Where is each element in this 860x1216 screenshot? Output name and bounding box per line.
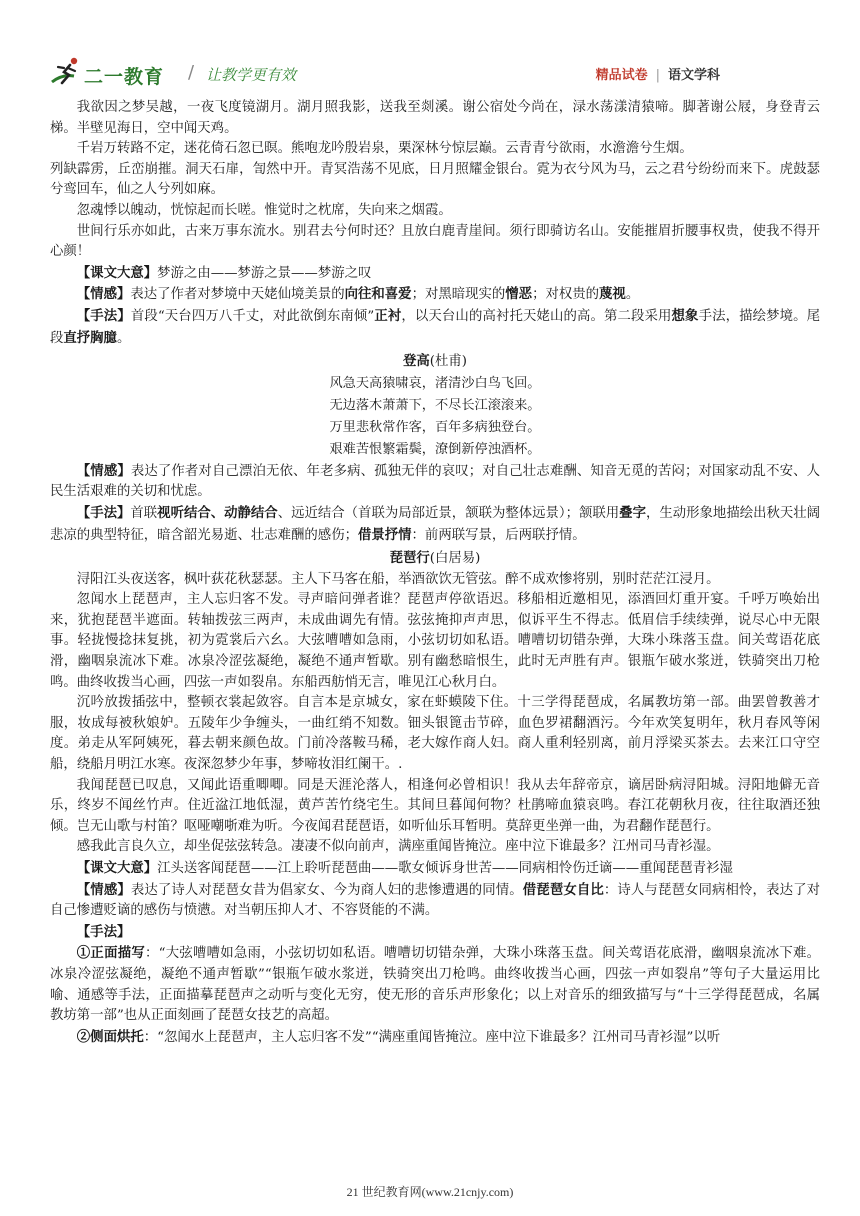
technique-item: [50, 1027, 820, 1049]
emotion-label: 【情感】: [76, 462, 131, 479]
poem-paragraph: 浔阳江头夜送客，枫叶荻花秋瑟瑟。主人下马客在船，举酒欲饮无管弦。醉不成欢惨将别，别时茫茫江浸月。: [76, 571, 720, 587]
poem-line: 万里悲秋常作客，百年多病独登台。: [329, 419, 541, 435]
poem-line: 艰难苦恨繁霜鬓，潦倒新停浊酒杯。: [329, 441, 541, 457]
text-span: 。: [116, 330, 131, 346]
poem-title-text: 登高: [402, 353, 430, 370]
bold-span: 正衬: [374, 307, 402, 324]
poem-paragraph: 我欲因之梦吴越，一夜飞度镜湖月。湖月照我影，送我至剡溪。谢公宿处今尚在，渌水荡漾清猿啼。脚著谢公屐，身登青云梯。半壁见海日，空中闻天鸡。: [50, 100, 820, 136]
bold-span: 借景抒情: [357, 526, 412, 543]
text-span: 首联: [130, 505, 158, 521]
text-span: 表达了诗人对琵琶女昔为倡家女、今为商人妇的悲惨遭遇的同情。: [130, 882, 523, 898]
document-body: [50, 98, 820, 1048]
bold-span: 蔑视: [599, 286, 626, 303]
summary-line: [50, 263, 820, 285]
poem-title-text: 琵琶行: [389, 550, 430, 567]
bold-span: 视听结合、动静结合: [157, 504, 278, 521]
poem-line: 无边落木萧萧下，不尽长江滚滚来。: [329, 397, 541, 413]
technique-label: 【手法】: [76, 504, 131, 521]
technique-item: [50, 943, 820, 1026]
technique-item-label: ①正面描写: [76, 945, 145, 962]
text-span: ：前两联写景，后两联抒情。: [411, 527, 586, 543]
emotion-line: [50, 461, 820, 503]
poem-paragraph: 列缺霹雳，丘峦崩摧。洞天石扉，訇然中开。青冥浩荡不见底，日月照耀金银台。霓为衣兮风为马，云之君兮纷纷而来下。虎鼓瑟兮鸾回车，仙之人兮列如麻。: [50, 161, 820, 198]
page-footer: 21 世纪教育网(www.21cnjy.com): [346, 1185, 514, 1199]
bold-span: 向往和喜爱: [344, 286, 412, 303]
summary-label: 【课文大意】: [76, 264, 158, 281]
technique-label: 【手法】: [76, 307, 131, 324]
logo-slash: /: [188, 62, 195, 83]
emotion-line: [50, 284, 820, 306]
header-subject: 语文学科: [667, 68, 720, 83]
technique-label: 【手法】: [76, 923, 131, 940]
text-span: ；对黑暗现实的: [411, 287, 506, 303]
technique-item-text: ：“忽闻水上琵琶声，主人忘归客不发”“满座重闻皆掩泣。座中泣下谁最多？江州司马青衫湿”以听: [143, 1029, 721, 1045]
technique-item-text: ：“大弦嘈嘈如急雨，小弦切切如私语。嘈嘈切切错杂弹，大珠小珠落玉盘。间关莺语花底滑，幽咽泉流冰下难。冰泉冷涩弦凝绝，凝绝不通声暂歇”“银瓶乍破水浆迸，铁骑突出刀枪鸣。曲终收拨当心画，四弦一声如裂帛”等句子大量运用比喻、通感等手法，正面描摹琵琶声之动听与变化无穷，使无形的音乐声形象化；以上对音乐的细致描写与“十三学得琵琶成，名属教坊第一部”也从正面刻画了琵琶女技艺的高超。: [50, 946, 821, 1024]
summary-label: 【课文大意】: [76, 860, 158, 876]
header-label: 精品试卷: [595, 68, 648, 83]
technique-line: [50, 503, 820, 546]
header-right: [596, 64, 720, 83]
text-span: 、远近结合（首联为局部近景，颔联为整体远景）；颔联用: [277, 505, 620, 521]
header-separator: |: [655, 68, 660, 83]
bold-span: 直抒胸臆: [63, 329, 117, 346]
poem-paragraph: 感我此言良久立，却坐促弦弦转急。凄凄不似向前声，满座重闻皆掩泣。座中泣下谁最多？江州司马青衫湿。: [76, 839, 720, 855]
emotion-label: 【情感】: [76, 286, 131, 303]
emotion-label: 【情感】: [76, 881, 131, 898]
text-span: ：诗人与琵琶女同病相怜，表达了对自己惨遭贬谪的感伤与愤懑。对当朝压抑人才、不容贤能的不满。: [50, 882, 821, 919]
emotion-line: [50, 880, 820, 922]
poem-line: 风急天高猿啸哀，渚清沙白鸟飞回。: [329, 375, 541, 391]
poem-title-pipaxing: [50, 548, 820, 570]
page-header: [0, 0, 860, 98]
poem-paragraph: 忽闻水上琵琶声，主人忘归客不发。寻声暗问弹者谁？琵琶声停欲语迟。移船相近邀相见，添酒回灯重开宴。千呼万唤始出来，犹抱琵琶半遮面。转轴拨弦三两声，未成曲调先有情。弦弦掩抑声声思，似诉平生不得志。低眉信手续续弹，说尽心中无限事。轻拢慢捻抹复挑，初为霓裳后六幺。大弦嘈嘈如急雨，小弦切切如私语。嘈嘈切切错杂弹，大珠小珠落玉盘。间关莺语花底滑，幽咽泉流冰下难。冰泉冷涩弦凝绝，凝绝不通声暂歇。别有幽愁暗恨生，此时无声胜有声。银瓶乍破水浆迸，铁骑突出刀枪鸣。曲终收拨当心画，四弦一声如裂帛。东船西舫悄无言，唯见江心秋月白。: [50, 592, 820, 690]
text-span: 。: [625, 287, 640, 303]
text-span: 首段“天台四万八千丈，对此欲倒东南倾”: [130, 308, 375, 324]
text-span: 表达了作者对梦境中天姥仙境美景的: [130, 287, 345, 303]
summary-line: [50, 858, 820, 880]
poem-paragraph: 我闻琵琶已叹息，又闻此语重唧唧。同是天涯沦落人，相逢何必曾相识！我从去年辞帝京，谪居卧病浔阳城。浔阳地僻无音乐，终岁不闻丝竹声。住近湓江地低湿，黄芦苦竹绕宅生。其间旦暮闻何物？杜鹃啼血猿哀鸣。春江花朝秋月夜，往往取酒还独倾。岂无山歌与村笛？呕哑嘲哳难为听。今夜闻君琵琶语，如听仙乐耳暂明。莫辞更坐弹一曲，为君翻作琵琶行。: [50, 777, 820, 834]
poem-paragraph: 千岩万转路不定，迷花倚石忽已暝。熊咆龙吟殷岩泉，栗深林兮惊层巅。云青青兮欲雨，水澹澹兮生烟。: [76, 141, 693, 157]
text-span: ，生动形象地描绘出秋天壮阔悲凉的典型特征，暗含韶光易逝、壮志难酬的感伤；: [50, 505, 821, 543]
text-span: 手法，描绘梦境。尾段: [50, 308, 821, 346]
summary-text: 江头送客闻琵琶——江上聆听琵琶曲——歌女倾诉身世苦——同病相怜伤迁谪——重闻琵琶青衫湿: [157, 861, 733, 876]
runner-logo-icon: [50, 56, 84, 86]
technique-item-label: ②侧面烘托: [76, 1028, 144, 1045]
poem-paragraph: 沉吟放拨插弦中，整顿衣裳起敛容。自言本是京城女，家在虾蟆陵下住。十三学得琵琶成，名属教坊第一部。曲罢曾教善才服，妆成每被秋娘妒。五陵年少争缠头，一曲红绡不知数。钿头银篦击节碎，血色罗裙翻酒污。今年欢笑复明年，秋月春风等闲度。弟走从军阿姨死，暮去朝来颜色故。门前冷落鞍马稀，老大嫁作商人妇。商人重利轻别离，前月浮梁买茶去。去来江口守空船，绕船月明江水寒。夜深忽梦少年事，梦啼妆泪红阑干。.: [50, 695, 820, 773]
bold-span: 叠字: [619, 504, 646, 521]
bold-span: 借琵琶女自比: [522, 881, 604, 898]
logo-slogan: 让教学更有效: [206, 66, 297, 84]
bold-span: 想象: [671, 307, 699, 324]
brand-logo[interactable]: [50, 56, 297, 90]
text-span: ；对权贵的: [532, 287, 600, 303]
logo-name: 二一教育: [84, 66, 165, 88]
bold-span: 憎恶: [505, 286, 533, 303]
text-span: 表达了作者对自己漂泊无依、年老多病、孤独无伴的哀叹；对自己壮志难酬、知音无觅的苦闷；对国家动乱不安、人民生活艰难的关切和忧虑。: [50, 463, 820, 500]
technique-line: [50, 922, 820, 944]
technique-line: [50, 306, 820, 349]
poem-author: (杜甫): [429, 354, 467, 370]
poem-paragraph: 忽魂悸以魄动，恍惊起而长嗟。惟觉时之枕席，失向来之烟霞。: [76, 202, 452, 218]
summary-text: 梦游之由——梦游之景——梦游之叹: [157, 265, 372, 281]
poem-title-denggao: [50, 351, 820, 373]
poem-paragraph: 世间行乐亦如此，古来万事东流水。别君去兮何时还？且放白鹿青崖间。须行即骑访名山。安能摧眉折腰事权贵，使我不得开心颜！: [50, 223, 820, 260]
poem-author: (白居易): [429, 551, 481, 567]
text-span: ，以天台山的高衬托天姥山的高。第二段采用: [401, 308, 672, 324]
